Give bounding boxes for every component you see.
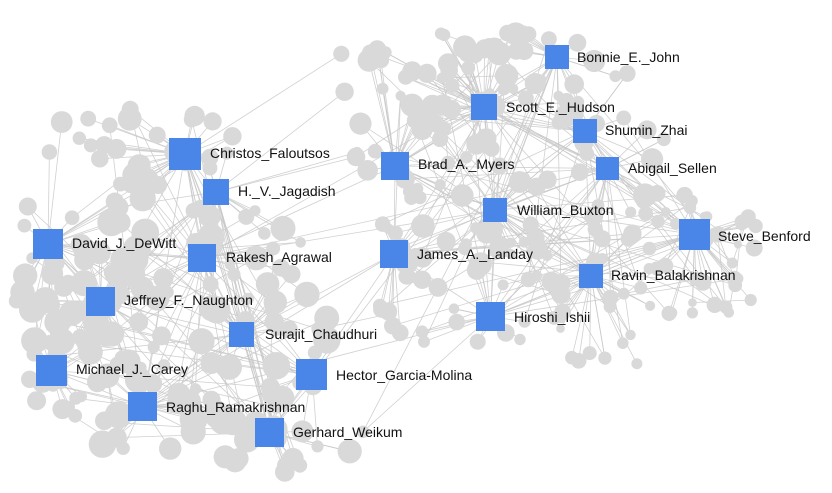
minor-node[interactable]	[618, 288, 630, 300]
minor-node[interactable]	[565, 351, 579, 365]
node-brad-myers[interactable]	[381, 152, 409, 180]
minor-node[interactable]	[418, 336, 430, 348]
minor-node[interactable]	[470, 334, 486, 350]
minor-node[interactable]	[470, 222, 482, 234]
minor-node[interactable]	[745, 294, 757, 306]
minor-node[interactable]	[523, 217, 539, 233]
minor-node[interactable]	[294, 282, 319, 307]
minor-node[interactable]	[349, 113, 371, 135]
minor-node[interactable]	[227, 268, 240, 281]
label-bonnie-john: Bonnie_E._John	[577, 49, 680, 65]
minor-node[interactable]	[375, 216, 391, 232]
minor-node[interactable]	[594, 230, 611, 247]
minor-node[interactable]	[282, 448, 304, 470]
minor-node[interactable]	[352, 147, 363, 158]
minor-node[interactable]	[525, 73, 546, 94]
edge	[48, 122, 62, 244]
node-michael-carey[interactable]	[36, 355, 67, 386]
minor-node[interactable]	[258, 227, 271, 240]
minor-node[interactable]	[21, 371, 38, 388]
minor-node[interactable]	[256, 272, 280, 296]
minor-node[interactable]	[449, 303, 460, 314]
minor-node[interactable]	[72, 329, 88, 345]
minor-node[interactable]	[380, 46, 392, 58]
minor-node[interactable]	[662, 306, 677, 321]
minor-node[interactable]	[558, 293, 566, 301]
minor-node[interactable]	[625, 330, 635, 340]
node-steve-benford[interactable]	[679, 219, 710, 250]
minor-node[interactable]	[649, 185, 666, 202]
minor-node[interactable]	[651, 215, 664, 228]
minor-node[interactable]	[181, 419, 206, 444]
minor-node[interactable]	[308, 346, 322, 360]
minor-node[interactable]	[619, 65, 636, 82]
node-hiroshi-ishii[interactable]	[476, 302, 505, 331]
minor-node[interactable]	[184, 112, 200, 128]
minor-node[interactable]	[528, 178, 546, 196]
node-james-landay[interactable]	[380, 240, 408, 268]
minor-node[interactable]	[250, 205, 261, 216]
minor-node[interactable]	[583, 346, 597, 360]
minor-node[interactable]	[438, 29, 450, 41]
minor-node[interactable]	[451, 184, 474, 207]
node-gerhard-weikum[interactable]	[255, 418, 284, 447]
minor-node[interactable]	[461, 61, 475, 75]
minor-node[interactable]	[311, 440, 323, 452]
label-ravin-balakrishnan: Ravin_Balakrishnan	[611, 267, 736, 283]
node-jeffrey-naughton[interactable]	[86, 287, 115, 316]
label-steve-benford: Steve_Benford	[718, 228, 811, 244]
minor-node[interactable]	[445, 78, 460, 93]
minor-node[interactable]	[188, 328, 214, 354]
minor-node[interactable]	[80, 111, 96, 127]
minor-node[interactable]	[388, 225, 403, 240]
node-christos-faloutsos[interactable]	[169, 138, 201, 170]
minor-node[interactable]	[89, 431, 116, 458]
label-h-v-jagadish: H._V._Jagadish	[238, 183, 336, 199]
node-raghu-ramakrishnan[interactable]	[128, 392, 157, 421]
minor-node[interactable]	[707, 297, 723, 313]
node-david-dewitt[interactable]	[33, 229, 63, 259]
minor-node[interactable]	[467, 47, 483, 63]
minor-node[interactable]	[645, 301, 655, 311]
minor-node[interactable]	[634, 281, 647, 294]
minor-node[interactable]	[625, 207, 636, 218]
minor-node[interactable]	[42, 144, 58, 160]
minor-node[interactable]	[51, 111, 73, 133]
minor-node[interactable]	[84, 138, 98, 152]
minor-node[interactable]	[333, 46, 349, 62]
minor-node[interactable]	[18, 219, 32, 233]
minor-node[interactable]	[687, 307, 698, 318]
minor-node[interactable]	[117, 259, 145, 287]
node-bonnie-john[interactable]	[545, 45, 569, 69]
edge	[185, 54, 341, 154]
minor-node[interactable]	[604, 301, 617, 314]
minor-node[interactable]	[73, 132, 86, 145]
minor-node[interactable]	[556, 324, 565, 333]
minor-node[interactable]	[267, 296, 283, 312]
minor-node[interactable]	[295, 237, 306, 248]
minor-node[interactable]	[338, 439, 362, 463]
minor-node[interactable]	[129, 313, 148, 332]
minor-node[interactable]	[513, 180, 525, 192]
minor-node[interactable]	[598, 352, 611, 365]
minor-node[interactable]	[97, 414, 113, 430]
minor-node[interactable]	[438, 53, 458, 73]
minor-node[interactable]	[676, 187, 693, 204]
minor-node[interactable]	[541, 31, 557, 47]
minor-node[interactable]	[405, 271, 417, 283]
node-surajit-chaudhuri[interactable]	[229, 322, 254, 347]
minor-node[interactable]	[638, 206, 653, 221]
minor-node[interactable]	[202, 161, 217, 176]
minor-node[interactable]	[535, 240, 547, 252]
label-hector-garcia-molina: Hector_Garcia-Molina	[336, 367, 473, 383]
minor-node[interactable]	[65, 210, 80, 225]
label-raghu-ramakrishnan: Raghu_Ramakrishnan	[166, 399, 306, 415]
minor-node[interactable]	[643, 242, 657, 256]
node-shumin-zhai[interactable]	[573, 119, 597, 143]
minor-node[interactable]	[631, 358, 642, 369]
label-hiroshi-ishii: Hiroshi_Ishii	[514, 309, 591, 325]
minor-node[interactable]	[579, 146, 594, 161]
minor-node[interactable]	[153, 268, 173, 288]
label-brad-myers: Brad_A._Myers	[418, 156, 515, 172]
label-william-buxton: William_Buxton	[517, 202, 614, 218]
minor-node[interactable]	[488, 42, 512, 66]
minor-node[interactable]	[204, 112, 222, 130]
minor-node[interactable]	[432, 95, 453, 116]
minor-node[interactable]	[102, 117, 118, 133]
minor-node[interactable]	[401, 94, 424, 117]
minor-node[interactable]	[97, 209, 125, 237]
minor-node[interactable]	[413, 191, 426, 204]
minor-node[interactable]	[368, 144, 383, 159]
minor-node[interactable]	[54, 278, 73, 297]
minor-node[interactable]	[499, 25, 516, 42]
minor-node[interactable]	[149, 127, 166, 144]
minor-node[interactable]	[271, 216, 296, 241]
minor-node[interactable]	[27, 391, 46, 410]
minor-node[interactable]	[597, 253, 608, 264]
minor-node[interactable]	[19, 198, 37, 216]
minor-node[interactable]	[508, 43, 525, 60]
minor-node[interactable]	[62, 401, 75, 414]
minor-node[interactable]	[377, 83, 389, 95]
minor-node[interactable]	[118, 107, 142, 131]
minor-node[interactable]	[724, 307, 735, 318]
edge	[591, 276, 637, 364]
minor-node[interactable]	[411, 214, 435, 238]
node-h-v-jagadish[interactable]	[203, 179, 229, 205]
minor-node[interactable]	[429, 278, 448, 297]
minor-node[interactable]	[564, 74, 584, 94]
label-christos-faloutsos: Christos_Faloutsos	[210, 145, 330, 161]
minor-node[interactable]	[201, 352, 223, 374]
minor-node[interactable]	[688, 298, 697, 307]
minor-node[interactable]	[617, 337, 629, 349]
node-abigail-sellen[interactable]	[596, 157, 619, 180]
minor-node[interactable]	[190, 383, 201, 394]
minor-node[interactable]	[432, 131, 448, 147]
label-surajit-chaudhuri: Surajit_Chaudhuri	[265, 326, 378, 342]
minor-node[interactable]	[357, 160, 378, 181]
minor-node[interactable]	[435, 179, 446, 190]
label-shumin-zhai: Shumin_Zhai	[605, 122, 688, 138]
node-rakesh-agrawal[interactable]	[188, 244, 216, 272]
label-michael-carey: Michael_J._Carey	[76, 361, 189, 377]
minor-node[interactable]	[498, 279, 509, 290]
minor-node[interactable]	[379, 302, 397, 320]
minor-node[interactable]	[467, 260, 487, 280]
minor-node[interactable]	[542, 250, 553, 261]
minor-node[interactable]	[514, 334, 525, 345]
minor-node[interactable]	[159, 437, 181, 459]
minor-node[interactable]	[448, 314, 465, 331]
label-jeffrey-naughton: Jeffrey_F._Naughton	[124, 292, 253, 308]
minor-node[interactable]	[661, 207, 671, 217]
minor-node[interactable]	[97, 316, 109, 328]
minor-node[interactable]	[214, 445, 237, 468]
node-scott-hudson[interactable]	[471, 94, 497, 120]
minor-node[interactable]	[106, 139, 126, 159]
label-david-dewitt: David_J._DeWitt	[72, 235, 177, 251]
label-james-landay: James_A._Landay	[417, 246, 533, 262]
minor-node[interactable]	[263, 352, 291, 380]
minor-node[interactable]	[148, 341, 160, 353]
minor-node[interactable]	[417, 64, 436, 83]
label-scott-hudson: Scott_E._Hudson	[506, 99, 615, 115]
minor-node[interactable]	[495, 64, 518, 87]
minor-node[interactable]	[203, 276, 219, 292]
node-hector-garcia-molina[interactable]	[296, 359, 327, 390]
node-ravin-balakrishnan[interactable]	[579, 264, 603, 288]
minor-node[interactable]	[149, 176, 167, 194]
label-abigail-sellen: Abigail_Sellen	[628, 160, 717, 176]
minor-node[interactable]	[571, 163, 589, 181]
minor-node[interactable]	[552, 115, 567, 130]
node-william-buxton[interactable]	[483, 198, 507, 222]
minor-node[interactable]	[335, 83, 353, 101]
minor-node[interactable]	[407, 70, 419, 82]
minor-node[interactable]	[223, 127, 241, 145]
minor-node[interactable]	[10, 280, 34, 304]
minor-node[interactable]	[521, 272, 536, 287]
minor-node[interactable]	[123, 177, 139, 193]
label-rakesh-agrawal: Rakesh_Agrawal	[226, 249, 332, 265]
minor-node[interactable]	[476, 128, 497, 149]
label-gerhard-weikum: Gerhard_Weikum	[293, 424, 403, 440]
minor-node[interactable]	[621, 231, 637, 247]
